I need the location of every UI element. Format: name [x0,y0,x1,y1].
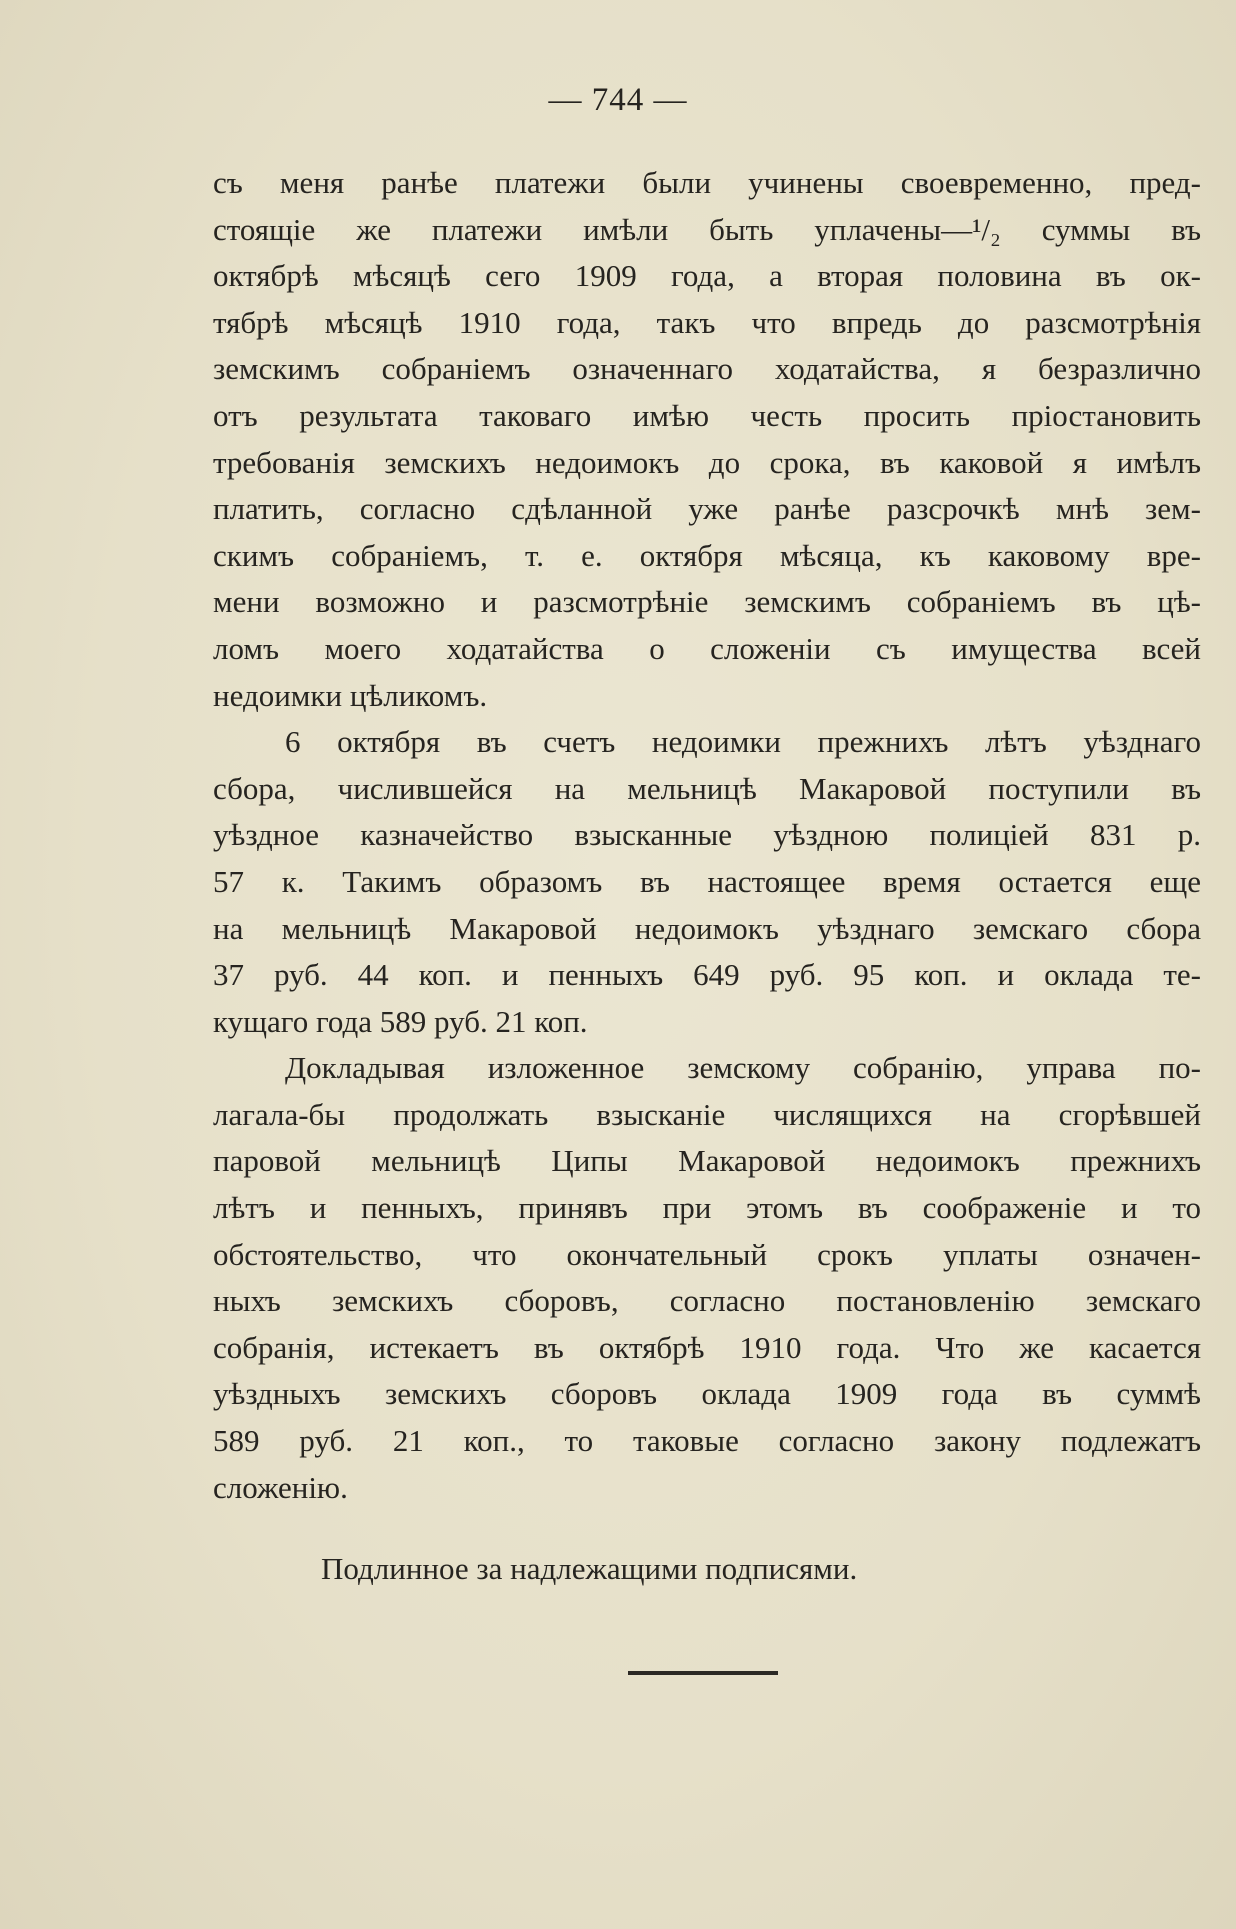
text-line: собранія, истекаетъ въ октябрѣ 1910 года. Что же касается [213,1329,1201,1365]
signature-note: Подлинное за надлежащими подписями. [321,1551,858,1586]
text-line: лагала-бы продолжать взысканіе числящихся на сгорѣвшей [213,1096,1201,1132]
end-divider [628,1671,778,1675]
text-line: стоящіе же платежи имѣли быть уплачены—¹/₂ суммы въ [213,211,1201,247]
text-line: отъ результата таковаго имѣю честь просить пріостановить [213,397,1201,433]
text-line: сбора, числившейся на мельницѣ Макаровой поступили въ [213,770,1201,806]
text-line: скимъ собраніемъ, т. е. октября мѣсяца, къ каковому вре- [213,537,1201,573]
text-line: октябрѣ мѣсяцѣ сего 1909 года, а вторая половина въ ок- [213,258,1201,294]
text-line: ныхъ земскихъ сборовъ, согласно постановленію земскаго [213,1283,1201,1319]
text-line: кущаго года 589 руб. 21 коп. [213,1003,588,1039]
text-line: уѣздное казначейство взысканные уѣздною полиціей 831 р. [213,817,1201,853]
text-line: ломъ моего ходатайства о сложеніи съ имущества всей [213,630,1201,666]
text-line: мени возможно и разсмотрѣніе земскимъ собраніемъ въ цѣ- [213,584,1201,620]
paragraph-2 [213,719,1201,1045]
text-line: паровой мельницѣ Ципы Макаровой недоимокъ прежнихъ [213,1143,1201,1179]
paragraph-1 [213,160,1201,719]
page-number: — 744 — [548,82,688,118]
body-text [213,160,1201,1511]
text-line: сложенію. [213,1469,348,1505]
text-line: обстоятельство, что окончательный срокъ уплаты означен- [213,1236,1201,1272]
text-line: требованія земскихъ недоимокъ до срока, въ каковой я имѣлъ [213,444,1201,480]
text-line: платить, согласно сдѣланной уже ранѣе разсрочкѣ мнѣ зем- [213,491,1201,527]
text-line: 37 руб. 44 коп. и пенныхъ 649 руб. 95 коп. и оклада те- [213,957,1201,993]
text-line: недоимки цѣликомъ. [213,677,488,713]
text-line: съ меня ранѣе платежи были учинены своевременно, пред- [213,165,1201,200]
paragraph-3 [213,1045,1201,1511]
text-line: 589 руб. 21 коп., то таковые согласно закону подлежатъ [213,1423,1201,1459]
text-line: лѣтъ и пенныхъ, принявъ при этомъ въ соображеніе и то [213,1190,1201,1226]
text-line: уѣздныхъ земскихъ сборовъ оклада 1909 года въ суммѣ [213,1376,1201,1412]
text-line: 6 октября въ счетъ недоимки прежнихъ лѣтъ уѣзднаго [285,724,1201,760]
text-line: Докладывая изложенное земскому собранію, управа по- [285,1050,1201,1086]
text-line: 57 к. Такимъ образомъ въ настоящее время остается еще [213,863,1201,899]
text-line: на мельницѣ Макаровой недоимокъ уѣзднаго земскаго сбора [213,910,1201,946]
text-line: земскимъ собраніемъ означеннаго ходатайства, я безразлично [213,351,1201,387]
text-line: тябрѣ мѣсяцѣ 1910 года, такъ что впредь до разсмотрѣнія [213,304,1201,340]
